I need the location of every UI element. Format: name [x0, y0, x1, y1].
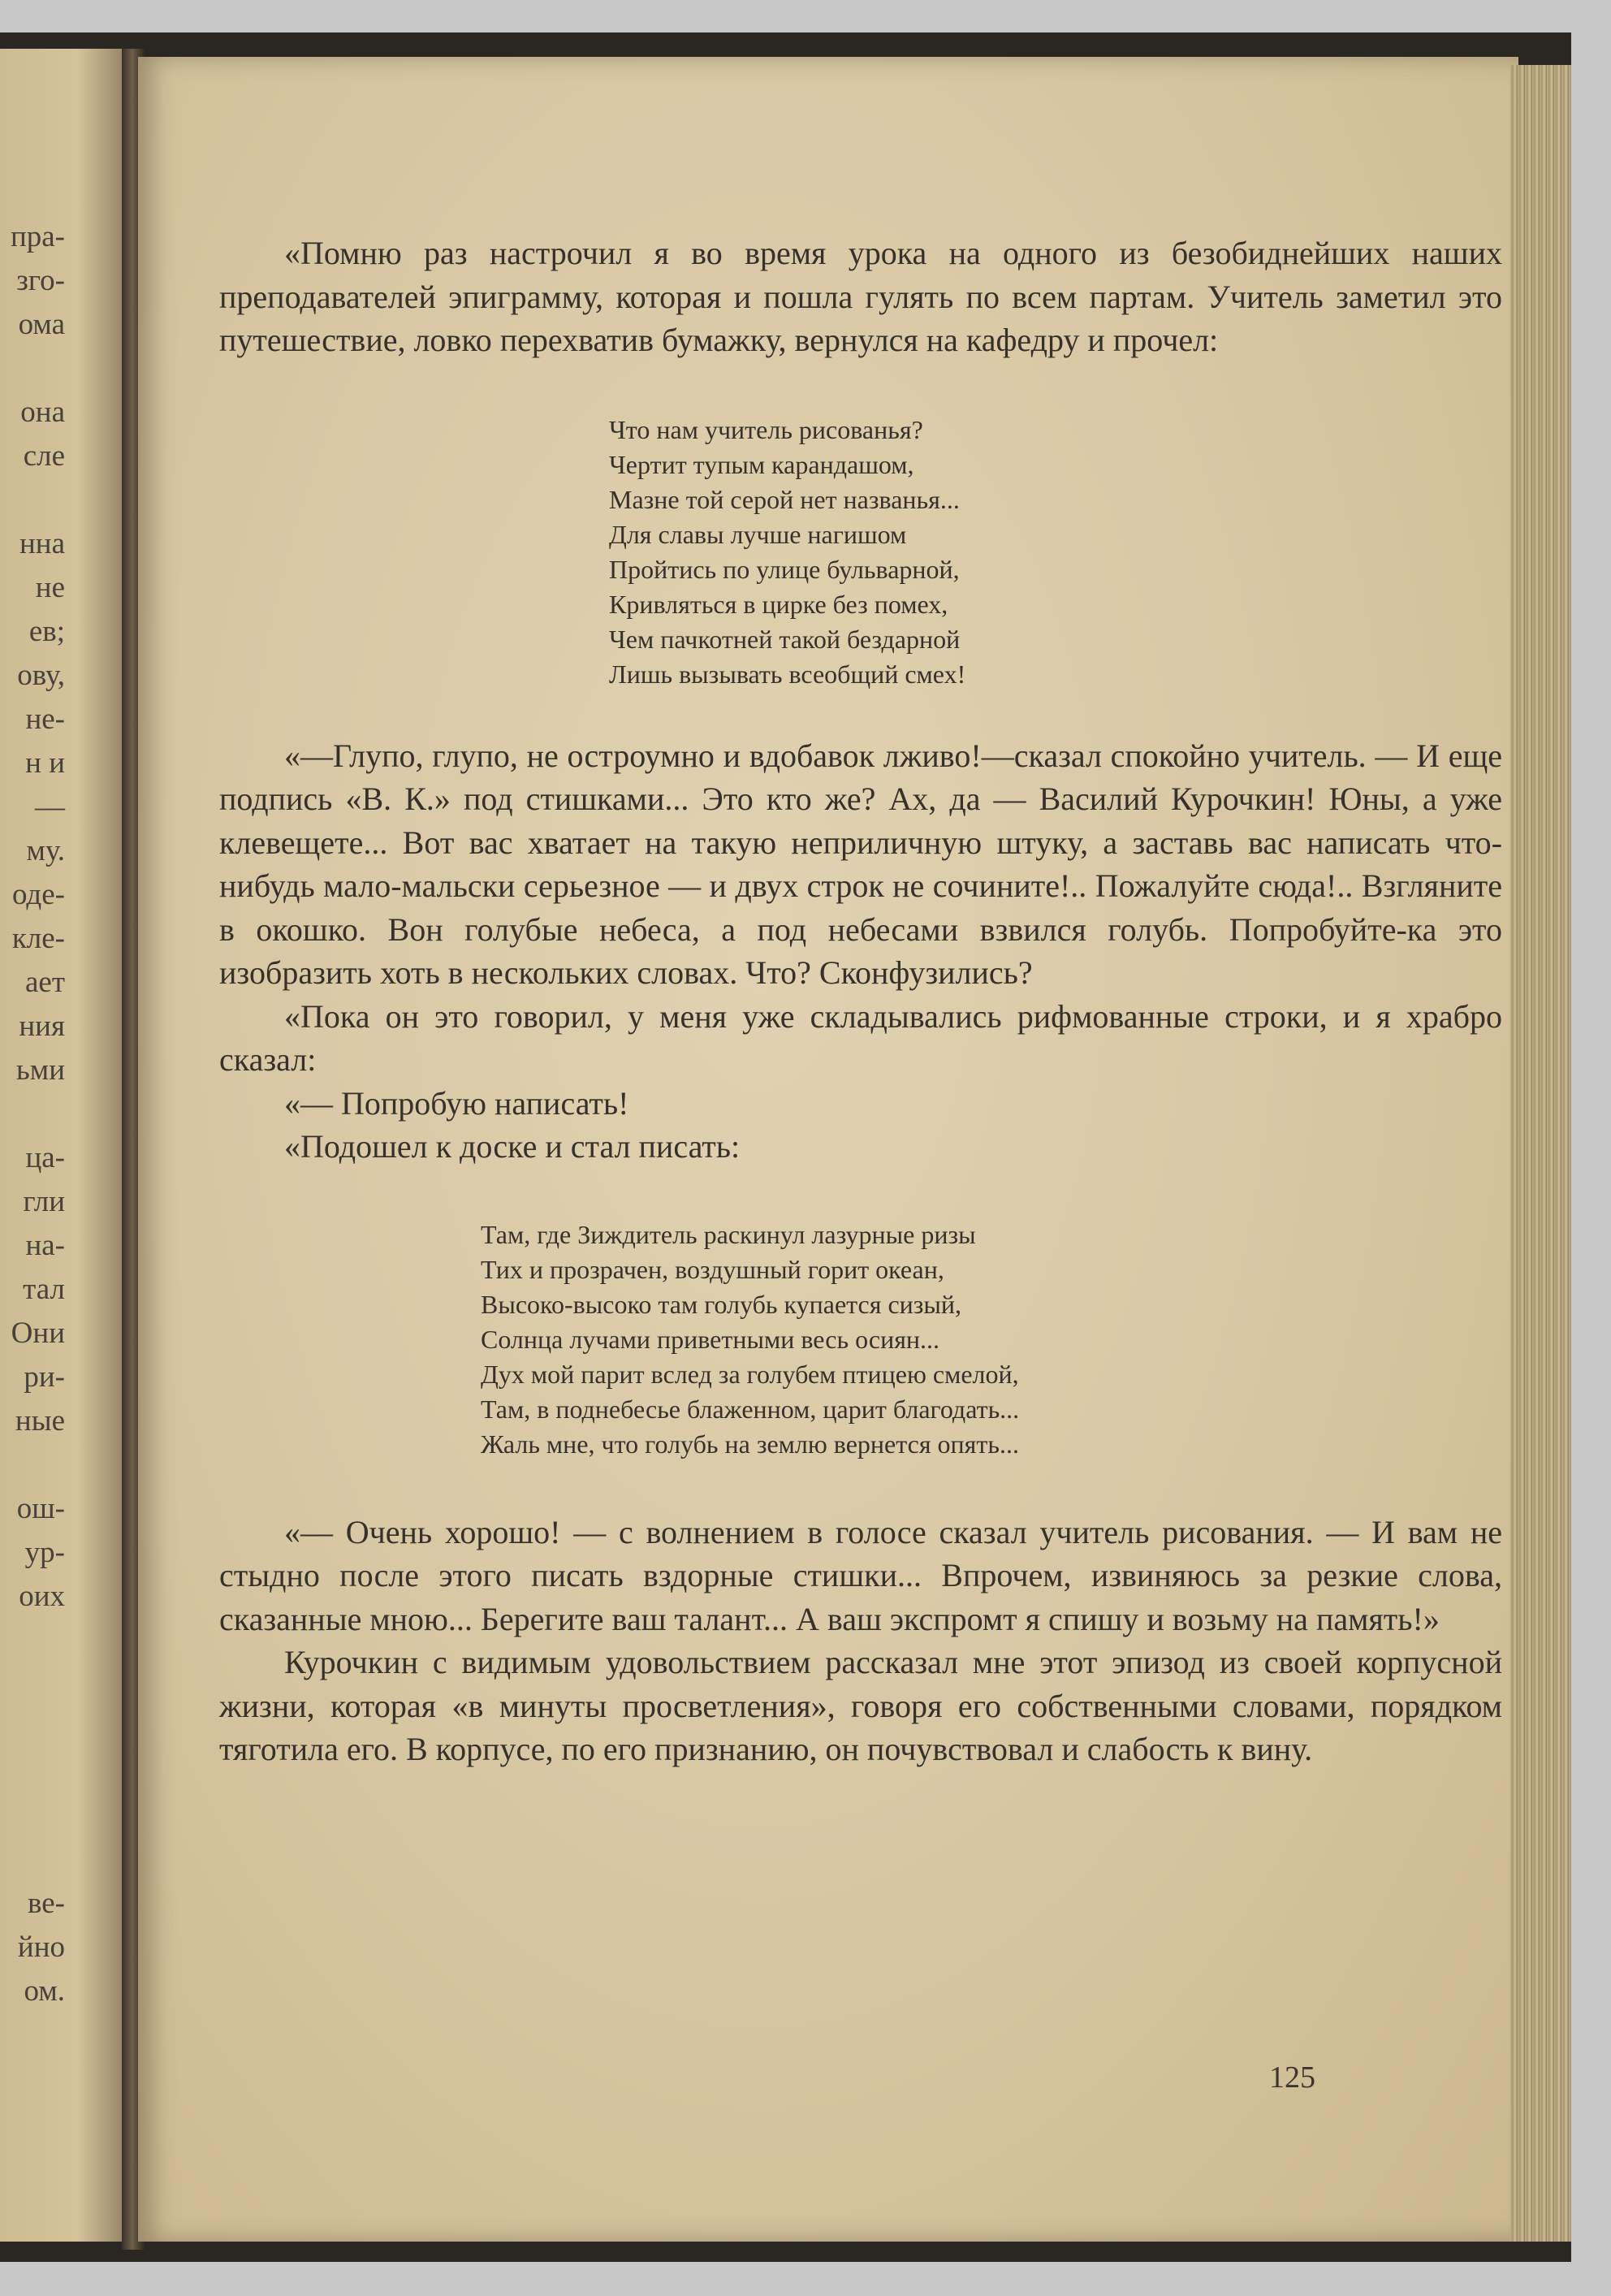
left-page-fragment — [0, 1619, 65, 1663]
left-page-fragment: нна — [19, 527, 65, 560]
paragraph-2: «—Глупо, глупо, не остроумно и вдобавок лживо!—сказал спокойно учитель. — И еще подпись «В. К.» под стишками... Это кто же? Ах, да — Василий Курочкин! Юны, а уже клевещете... Вот вас хватает на такую неприличную штуку, а заставь вас написать что-нибудь мало-мальски серьезное — и двух строк не сочините!.. Пожалуйте сюда!.. Взгляните в окошко. Вон голубые небеса, а под небесами взвился голубь. Попробуйте-ка это изобразить хоть в нескольких словах. Что? Сконфузились? — [219, 737, 1502, 991]
poem-line: Пройтись по улице бульварной, — [609, 554, 960, 584]
poem-dove — [481, 1217, 1502, 1462]
book-page — [138, 57, 1518, 2242]
left-page-fragment — [0, 478, 65, 522]
poem-line: Жаль мне, что голубь на землю вернется опять... — [481, 1429, 1019, 1459]
poem-line: Высоко-высоко там голубь купается сизый, — [481, 1289, 962, 1319]
left-page-fragment: на- — [25, 1229, 65, 1262]
left-page-fragment: — — [35, 790, 65, 824]
left-page-fragment: не- — [25, 703, 65, 736]
left-page-fragment: гли — [23, 1185, 65, 1218]
left-page-fragment: тал — [23, 1273, 65, 1306]
left-page-fragment — [0, 1794, 65, 1838]
left-page-fragment: йно — [17, 1931, 65, 1964]
left-page-fragment: ома — [18, 308, 65, 341]
left-page-fragment: оих — [19, 1580, 65, 1613]
left-page-fragment: она — [20, 396, 65, 429]
left-page-fragment: ом. — [24, 1974, 65, 2008]
scan-frame — [0, 32, 1571, 2262]
left-page-fragment — [0, 1663, 65, 1706]
left-page-fragment: зго- — [16, 264, 65, 297]
left-page-fragment: ри- — [24, 1360, 65, 1394]
poem-line: Там, в поднебесье блаженном, царит благодать... — [481, 1394, 1020, 1424]
paragraph-3: «Пока он это говорил, у меня уже складывались рифмованные строки, и я храбро сказал: — [219, 997, 1502, 1078]
left-page-fragment — [0, 347, 65, 391]
page-number: 125 — [1269, 2060, 1315, 2095]
left-page-fragment: Они — [11, 1317, 65, 1350]
poem-line: Тих и прозрачен, воздушный горит океан, — [481, 1254, 944, 1284]
left-page-fragment — [0, 1750, 65, 1794]
paragraph-7: Курочкин с видимым удовольствием рассказал мне этот эпизод из своей корпусной жизни, которая «в минуты просветления», говоря его собственными словами, порядком тяготила его. В корпусе, по его признанию, он почувствовал и слабость к вину. — [219, 1644, 1502, 1767]
poem-line: Там, где Зиждитель раскинул лазурные ризы — [481, 1219, 976, 1249]
left-page-fragment: ца- — [25, 1141, 65, 1174]
left-page-fragment — [0, 1443, 65, 1487]
poem-line: Солнца лучами приветными весь осиян... — [481, 1324, 940, 1354]
left-page-fragment: ош- — [16, 1492, 65, 1525]
poem-line: Мазне той серой нет названья... — [609, 484, 960, 514]
left-page-fragment: му. — [26, 834, 65, 867]
poem-epigram — [609, 413, 1502, 692]
left-page-fragment: ову, — [17, 659, 65, 692]
left-page-fragment: ев; — [28, 615, 65, 648]
page-content — [219, 231, 1502, 1771]
left-page-fragment — [0, 1838, 65, 1882]
paragraph-4: «— Попробую написать! — [284, 1084, 629, 1122]
poem-line: Кривляться в цирке без помех, — [609, 589, 948, 619]
left-page-fragment — [0, 1092, 65, 1136]
page-edges — [1510, 65, 1571, 2242]
left-page-fragment: ает — [24, 966, 65, 999]
paragraph-1: «Помню раз настрочил я во время урока на одного из безобиднейших наших преподавателей эпиграмму, которая и пошла гулять по всем партам. Учитель заметил это путешествие, ловко перехватив бумажку, вернулся на кафедру и прочел: — [219, 235, 1502, 358]
poem-line: Чертит тупым карандашом, — [609, 449, 914, 479]
poem-line: Что нам учитель рисованья? — [609, 414, 923, 444]
left-page-fragment: ные — [15, 1404, 65, 1438]
left-page — [0, 49, 130, 2242]
poem-line: Чем пачкотней такой бездарной — [609, 624, 961, 654]
paragraph-6: «— Очень хорошо! — с волнением в голосе сказал учитель рисования. — И вам не стыдно после этого писать вздорные стишки... Впрочем, извиняюсь за резкие слова, сказанные мною... Берегите ваш талант... А ваш экспромт я спишу и возьму на память!» — [219, 1513, 1502, 1637]
poem-line: Для славы лучше нагишом — [609, 519, 907, 549]
left-page-fragment: ьми — [15, 1053, 65, 1087]
left-page-fragment: ния — [19, 1010, 65, 1043]
left-page-fragment: кле- — [11, 922, 65, 955]
paragraph-5: «Подошел к доске и стал писать: — [284, 1128, 741, 1165]
left-page-fragment — [0, 1706, 65, 1750]
poem-line: Дух мой парит вслед за голубем птицею смелой, — [481, 1359, 1019, 1389]
left-page-fragment: ве- — [28, 1887, 65, 1920]
poem-line: Лишь вызывать всеобщий смех! — [609, 659, 966, 689]
left-page-margin-text — [0, 215, 65, 2013]
left-page-fragment: ур- — [24, 1536, 65, 1569]
left-page-fragment: сле — [23, 439, 65, 473]
left-page-fragment: пра- — [10, 220, 65, 253]
left-page-fragment: не — [35, 571, 65, 604]
left-page-fragment: оде- — [11, 878, 65, 911]
left-page-fragment: н и — [25, 746, 65, 780]
